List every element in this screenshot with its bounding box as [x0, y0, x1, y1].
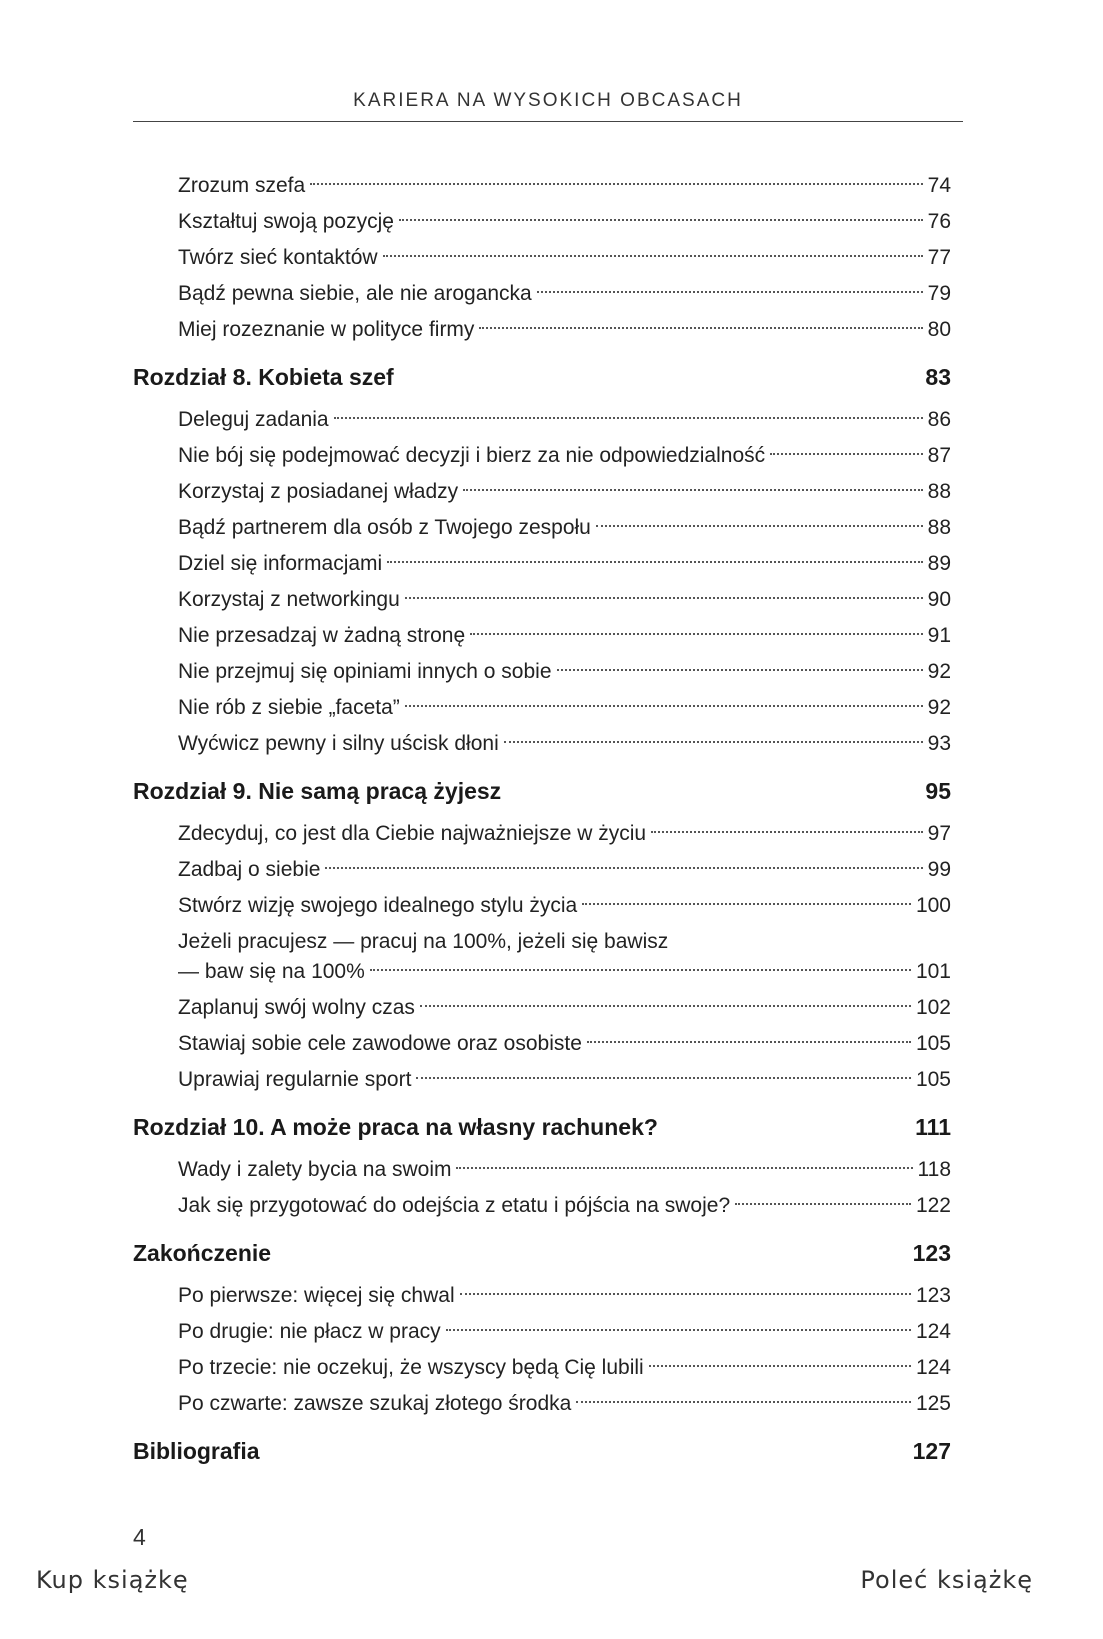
toc-entry-title: Kształtuj swoją pozycję	[178, 210, 394, 233]
toc-entry-page: 89	[927, 552, 951, 575]
toc-entry-page: 101	[915, 960, 951, 983]
toc-entry-title: Dziel się informacjami	[178, 552, 383, 575]
chapter-title: Rozdział 8. Kobieta szef	[133, 364, 394, 390]
dot-leader	[416, 1077, 911, 1079]
toc-entry-title: Po drugie: nie płacz w pracy	[178, 1320, 441, 1343]
chapter-page: 95	[925, 778, 951, 804]
dot-leader	[537, 291, 923, 293]
dot-leader	[463, 489, 923, 491]
toc-entry-page: 102	[915, 996, 951, 1019]
toc-entry-first-line[interactable]: Jeżeli pracujesz — pracuj na 100%, jeżeli się bawisz	[178, 930, 669, 953]
dot-leader	[651, 831, 923, 833]
toc-entry-page: 80	[927, 318, 951, 341]
toc-entry[interactable]	[133, 546, 951, 582]
toc-entry-title: Stwórz wizję swojego idealnego stylu życia	[178, 894, 578, 917]
toc-entry-title: Korzystaj z posiadanej władzy	[178, 480, 459, 503]
toc-entry-title: Jak się przygotować do odejścia z etatu i pójścia na swoje?	[178, 1194, 731, 1217]
toc-entry[interactable]	[133, 888, 951, 924]
toc-entry[interactable]	[133, 204, 951, 240]
toc-entry-page: 93	[927, 732, 951, 755]
toc-entry-page: 86	[927, 408, 951, 431]
toc-entry[interactable]	[133, 1062, 951, 1098]
toc-entry-title: Nie przejmuj się opiniami innych o sobie	[178, 660, 552, 683]
toc-entry-title: Bądź pewna siebie, ale nie arogancka	[178, 282, 532, 305]
toc-entry[interactable]	[133, 1152, 951, 1188]
recommend-book-link[interactable]: Poleć książkę	[860, 1566, 1033, 1594]
toc-entry-title: Korzystaj z networkingu	[178, 588, 400, 611]
toc-entry[interactable]	[133, 954, 951, 990]
dot-leader	[383, 255, 923, 257]
toc-entry[interactable]	[133, 726, 951, 762]
toc-entry-page: 79	[927, 282, 951, 305]
toc-entry-title: Zdecyduj, co jest dla Ciebie najważniejsze w życiu	[178, 822, 647, 845]
toc-entry-page: 97	[927, 822, 951, 845]
chapter-page: 123	[912, 1240, 951, 1266]
toc-entry[interactable]	[133, 168, 951, 204]
toc-entry[interactable]	[133, 312, 951, 348]
toc-entry[interactable]	[133, 510, 951, 546]
chapter-title: Bibliografia	[133, 1438, 260, 1464]
toc-entry[interactable]	[133, 276, 951, 312]
toc-entry[interactable]	[133, 240, 951, 276]
dot-leader	[446, 1329, 911, 1331]
chapter-heading[interactable]	[133, 1102, 951, 1152]
toc-entry-title: Po czwarte: zawsze szukaj złotego środka	[178, 1392, 572, 1415]
toc-entry-page: 91	[927, 624, 951, 647]
dot-leader	[596, 525, 923, 527]
toc-entry[interactable]	[133, 654, 951, 690]
toc-entry-page: 74	[927, 174, 951, 197]
chapter-title: Rozdział 10. A może praca na własny rachunek?	[133, 1114, 658, 1140]
toc-entry[interactable]	[133, 474, 951, 510]
toc-entry-title: Zadbaj o siebie	[178, 858, 321, 881]
dot-leader	[334, 417, 923, 419]
toc-entry-page: 76	[927, 210, 951, 233]
dot-leader	[460, 1293, 911, 1295]
toc-entry[interactable]	[133, 1386, 951, 1422]
toc-entry-title: — baw się na 100%	[178, 960, 365, 983]
toc-entry-title: Nie przesadzaj w żadną stronę	[178, 624, 466, 647]
toc-entry[interactable]	[133, 402, 951, 438]
chapter-title: Zakończenie	[133, 1240, 272, 1266]
toc-entry-page: 123	[915, 1284, 951, 1307]
toc-entry-page: 124	[915, 1320, 951, 1343]
toc-entry[interactable]	[133, 618, 951, 654]
toc-entry-title: Twórz sieć kontaktów	[178, 246, 378, 269]
toc-entry-page: 99	[927, 858, 951, 881]
dot-leader	[649, 1365, 911, 1367]
dot-leader	[557, 669, 923, 671]
dot-leader	[399, 219, 923, 221]
dot-leader	[325, 867, 922, 869]
chapter-page: 111	[915, 1114, 951, 1140]
chapter-page: 127	[912, 1438, 951, 1464]
toc-entry[interactable]	[133, 1026, 951, 1062]
toc-entry-page: 118	[917, 1158, 951, 1181]
toc-entry-page: 87	[927, 444, 951, 467]
toc-entry-page: 125	[915, 1392, 951, 1415]
toc-entry[interactable]	[133, 852, 951, 888]
page-number: 4	[133, 1524, 146, 1550]
chapter-title: Rozdział 9. Nie samą pracą żyjesz	[133, 778, 502, 804]
toc-entry-title: Miej rozeznanie w polityce firmy	[178, 318, 475, 341]
dot-leader	[504, 741, 923, 743]
toc-entry-title: Wady i zalety bycia na swoim	[178, 1158, 452, 1181]
toc-entry[interactable]	[133, 582, 951, 618]
toc-entry[interactable]	[133, 1278, 951, 1314]
toc-entry-title: Zrozum szefa	[178, 174, 306, 197]
dot-leader	[576, 1401, 911, 1403]
header-divider	[133, 121, 963, 122]
toc-entry-page: 77	[927, 246, 951, 269]
buy-book-link[interactable]: Kup książkę	[36, 1566, 189, 1594]
toc-entry-page: 122	[915, 1194, 951, 1217]
dot-leader	[420, 1005, 911, 1007]
chapter-heading[interactable]	[133, 766, 951, 816]
dot-leader	[582, 903, 911, 905]
dot-leader	[405, 705, 923, 707]
chapter-page: 83	[925, 364, 951, 390]
toc-entry[interactable]	[133, 1188, 951, 1224]
running-head: KARIERA NA WYSOKICH OBCASACH	[353, 90, 743, 111]
chapter-heading[interactable]	[133, 1426, 951, 1476]
dot-leader	[310, 183, 922, 185]
toc-entry[interactable]	[133, 990, 951, 1026]
toc-entry-page: 105	[915, 1068, 951, 1091]
toc-entry-title: Bądź partnerem dla osób z Twojego zespołu	[178, 516, 591, 539]
toc-entry-title: Nie rób z siebie „faceta”	[178, 696, 400, 719]
toc-entry[interactable]	[133, 1314, 951, 1350]
toc-entry-page: 124	[915, 1356, 951, 1379]
toc-entry-title: Po trzecie: nie oczekuj, że wszyscy będą Cię lubili	[178, 1356, 644, 1379]
dot-leader	[479, 327, 922, 329]
toc-entry-title: Deleguj zadania	[178, 408, 329, 431]
table-of-contents	[133, 168, 951, 1476]
chapter-heading[interactable]	[133, 1228, 951, 1278]
toc-entry-title: Po pierwsze: więcej się chwal	[178, 1284, 455, 1307]
toc-entry-title: Stawiaj sobie cele zawodowe oraz osobiste	[178, 1032, 582, 1055]
toc-entry-page: 88	[927, 516, 951, 539]
chapter-heading[interactable]	[133, 352, 951, 402]
toc-entry-page: 100	[915, 894, 951, 917]
toc-entry[interactable]	[133, 690, 951, 726]
dot-leader	[387, 561, 922, 563]
toc-entry-title: Uprawiaj regularnie sport	[178, 1068, 412, 1091]
toc-entry-page: 92	[927, 696, 951, 719]
dot-leader	[405, 597, 923, 599]
toc-entry-title: Wyćwicz pewny i silny uścisk dłoni	[178, 732, 499, 755]
toc-entry-page: 92	[927, 660, 951, 683]
dot-leader	[587, 1041, 911, 1043]
toc-entry[interactable]	[133, 816, 951, 852]
toc-entry-page: 90	[927, 588, 951, 611]
dot-leader	[456, 1167, 912, 1169]
toc-entry-page: 88	[927, 480, 951, 503]
toc-entry-title: Nie bój się podejmować decyzji i bierz za nie odpowiedzialność	[178, 444, 766, 467]
toc-entry[interactable]	[133, 1350, 951, 1386]
toc-entry-page: 105	[915, 1032, 951, 1055]
toc-entry-title: Zaplanuj swój wolny czas	[178, 996, 415, 1019]
dot-leader	[370, 969, 911, 971]
toc-entry[interactable]	[133, 438, 951, 474]
dot-leader	[770, 453, 923, 455]
dot-leader	[735, 1203, 911, 1205]
dot-leader	[470, 633, 922, 635]
